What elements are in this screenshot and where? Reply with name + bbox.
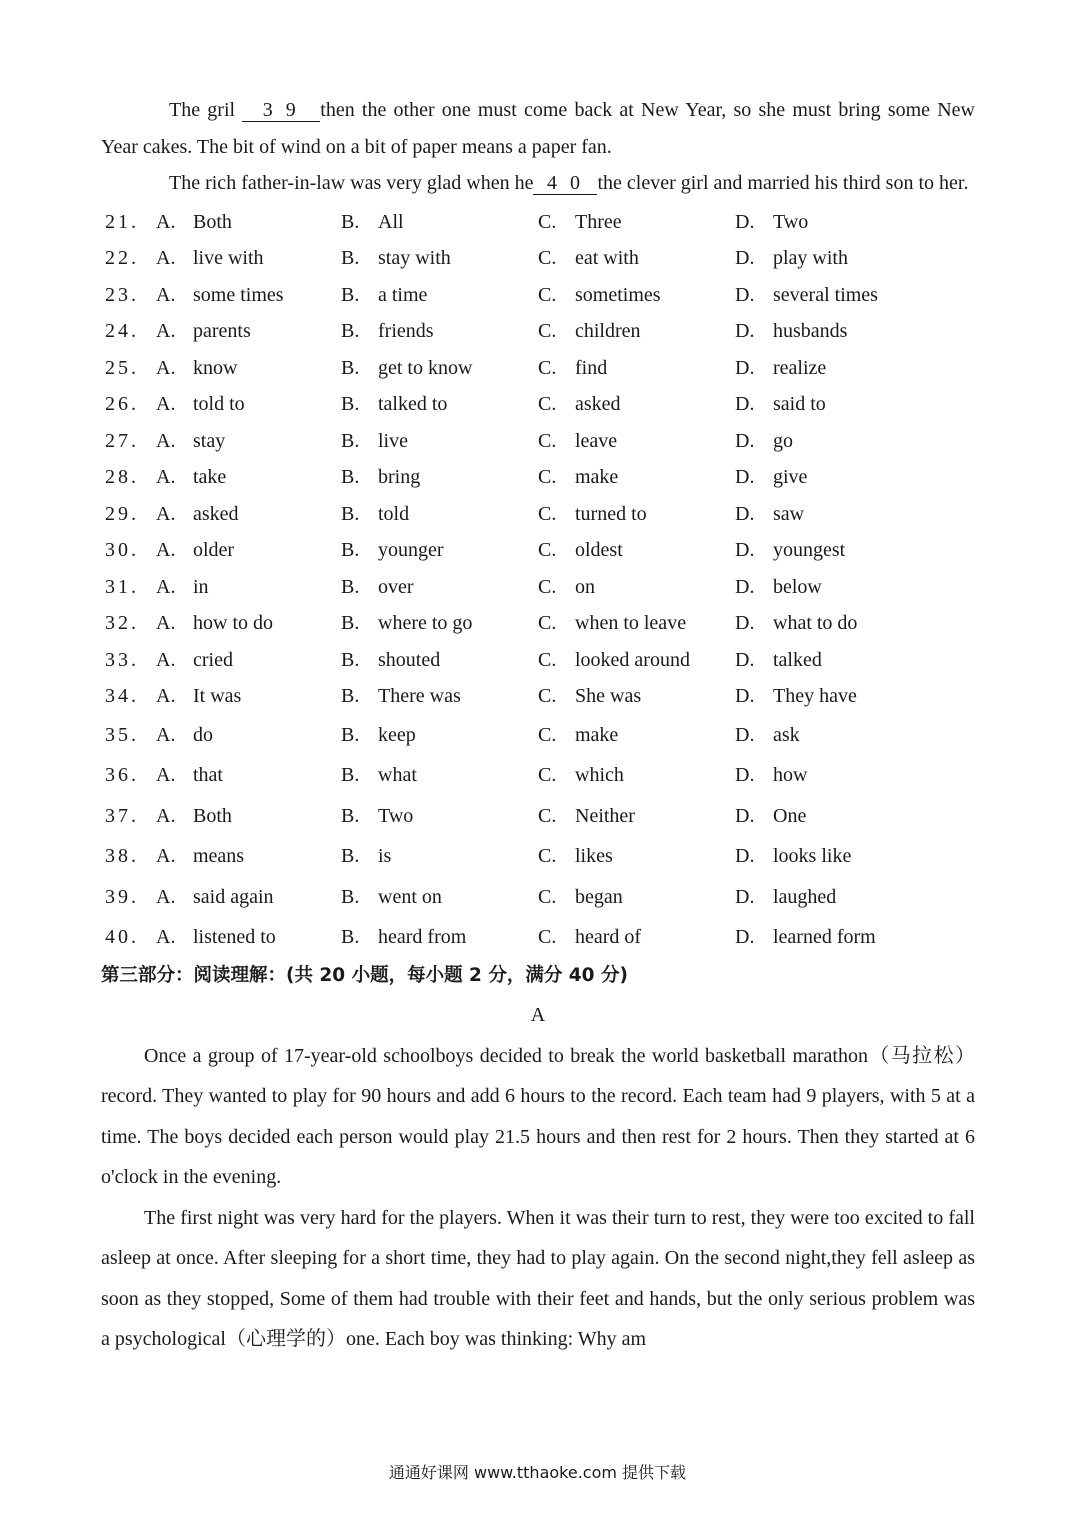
question-number: 36. (105, 764, 139, 786)
option-text-c: eat with (575, 247, 639, 269)
option-text-d: They have (773, 685, 857, 707)
option-text-c: looked around (575, 648, 690, 671)
option-text-a: means (193, 845, 245, 867)
question-row (101, 569, 975, 606)
option-text-c: which (575, 764, 624, 786)
footer-text: 通通好课网 www.tthaoke.com 提供下载 (388, 1463, 687, 1482)
option-text-d: laughed (773, 885, 837, 908)
option-text-c: asked (575, 393, 621, 415)
question-number: 39. (105, 885, 139, 908)
option-text-b: get to know (378, 356, 473, 379)
option-letter-b: B. (341, 804, 360, 827)
option-text-b: a time (378, 283, 428, 306)
option-letter-b: B. (341, 575, 360, 598)
question-row (101, 715, 975, 756)
option-text-b: is (378, 845, 392, 867)
option-text-a: stay (193, 429, 226, 452)
option-letter-d: D. (735, 764, 755, 786)
question-number: 29. (105, 502, 139, 525)
question-row (101, 204, 975, 241)
option-letter-a: A. (156, 539, 176, 561)
question-number: 24. (105, 320, 139, 342)
option-letter-a: A. (156, 283, 176, 306)
option-letter-c: C. (538, 539, 557, 561)
question-number: 35. (105, 723, 139, 746)
question-row (101, 532, 975, 569)
question-row (101, 459, 975, 496)
option-letter-d: D. (735, 612, 755, 634)
option-letter-a: A. (156, 575, 176, 598)
option-text-c: Neither (575, 804, 635, 827)
option-text-b: younger (378, 539, 444, 561)
option-text-d: said to (773, 393, 826, 415)
option-text-a: Both (193, 804, 232, 827)
option-letter-b: B. (341, 356, 360, 379)
question-row (101, 796, 975, 837)
option-letter-a: A. (156, 804, 176, 827)
option-text-c: likes (575, 845, 613, 867)
passage-paragraph-40 (101, 165, 975, 202)
option-letter-a: A. (156, 210, 176, 233)
options-list (101, 204, 975, 958)
option-letter-d: D. (735, 502, 755, 525)
option-letter-d: D. (735, 539, 755, 561)
option-text-c: turned to (575, 502, 647, 525)
option-text-a: older (193, 539, 235, 561)
question-number: 21. (105, 210, 139, 233)
option-text-d: learned form (773, 926, 876, 948)
option-text-b: what (378, 764, 417, 786)
option-letter-c: C. (538, 685, 557, 707)
option-letter-d: D. (735, 320, 755, 342)
question-row (101, 917, 975, 958)
option-letter-b: B. (341, 648, 360, 671)
option-text-d: talked (773, 648, 822, 671)
option-letter-b: B. (341, 210, 360, 233)
option-text-b: talked to (378, 393, 448, 415)
question-number: 33. (105, 648, 139, 671)
option-text-a: in (193, 575, 209, 598)
option-letter-d: D. (735, 723, 755, 746)
option-letter-d: D. (735, 685, 755, 707)
option-text-b: went on (378, 885, 442, 908)
option-letter-d: D. (735, 429, 755, 452)
option-letter-a: A. (156, 885, 176, 908)
option-text-d: give (773, 466, 808, 488)
option-text-c: leave (575, 429, 618, 452)
option-text-d: youngest (773, 539, 846, 561)
option-text-b: where to go (378, 612, 473, 634)
question-row (101, 386, 975, 423)
option-letter-a: A. (156, 247, 176, 269)
passage-text: the clever girl and married his third son to her. (597, 172, 969, 194)
option-letter-b: B. (341, 393, 360, 415)
option-letter-a: A. (156, 764, 176, 786)
question-row (101, 423, 975, 460)
option-text-a: asked (193, 502, 239, 525)
option-letter-b: B. (341, 685, 360, 707)
option-text-a: take (193, 466, 227, 488)
blank-40: 4 0 (533, 172, 597, 195)
option-letter-b: B. (341, 845, 360, 867)
option-letter-d: D. (735, 466, 755, 488)
option-text-d: Two (773, 210, 809, 233)
question-row (101, 350, 975, 387)
option-letter-a: A. (156, 502, 176, 525)
option-text-c: children (575, 320, 641, 342)
option-text-b: told (378, 502, 410, 525)
option-letter-a: A. (156, 648, 176, 671)
question-number: 40. (105, 926, 139, 948)
passage-text: The rich father-in-law was very glad when he (169, 172, 534, 194)
option-letter-d: D. (735, 648, 755, 671)
option-letter-c: C. (538, 612, 557, 634)
question-number: 38. (105, 845, 139, 867)
option-text-c: oldest (575, 539, 623, 561)
reading-paragraph-1: Once a group of 17-year-old schoolboys decided to break the world basketball marathon（马拉松）record. They wanted to play for 90 hours and add 6 hours to the record. Each team had 9 players, with 5 at a time. The boys decided each person would play 21.5 hours and then rest for 2 hours. Then they started at 6 o'clock in the evening. (101, 1044, 975, 1188)
option-text-a: how to do (193, 612, 273, 634)
option-letter-a: A. (156, 685, 176, 707)
option-text-b: Two (378, 804, 414, 827)
question-row (101, 277, 975, 314)
question-number: 30. (105, 539, 139, 561)
option-letter-b: B. (341, 539, 360, 561)
question-number: 31. (105, 575, 139, 598)
option-text-c: sometimes (575, 283, 661, 306)
question-row (101, 836, 975, 877)
option-text-d: saw (773, 502, 805, 525)
question-number: 37. (105, 804, 139, 827)
question-row (101, 678, 975, 715)
option-letter-c: C. (538, 247, 557, 269)
question-row (101, 642, 975, 679)
option-letter-c: C. (538, 845, 557, 867)
question-row (101, 877, 975, 918)
option-text-d: ask (773, 723, 800, 746)
option-letter-c: C. (538, 885, 557, 908)
option-letter-c: C. (538, 356, 557, 379)
option-text-c: find (575, 356, 608, 379)
option-letter-d: D. (735, 885, 755, 908)
option-letter-b: B. (341, 466, 360, 488)
option-letter-a: A. (156, 429, 176, 452)
option-text-b: heard from (378, 926, 467, 948)
reading-paragraph-2: The first night was very hard for the players. When it was their turn to rest, they were too excited to fall asleep at once. After sleeping for a short time, they had to play again. On the second night,they fell asleep as soon as they stopped, Some of them had trouble with their feet and hands, but the only serious problem was a psychological（心理学的）one. Each boy was thinking: Why am (101, 1206, 975, 1350)
option-letter-a: A. (156, 356, 176, 379)
option-letter-a: A. (156, 845, 176, 867)
option-letter-d: D. (735, 845, 755, 867)
option-text-d: looks like (773, 845, 852, 867)
question-row (101, 240, 975, 277)
option-text-a: some times (193, 283, 284, 306)
option-text-b: over (378, 575, 414, 598)
option-letter-d: D. (735, 393, 755, 415)
option-text-d: what to do (773, 612, 858, 634)
option-letter-c: C. (538, 320, 557, 342)
option-text-c: make (575, 723, 619, 746)
option-letter-c: C. (538, 926, 557, 948)
question-number: 26. (105, 393, 139, 415)
option-letter-b: B. (341, 723, 360, 746)
option-text-a: know (193, 356, 238, 379)
option-text-b: live (378, 429, 408, 452)
option-letter-b: B. (341, 247, 360, 269)
option-text-d: play with (773, 247, 848, 269)
question-number: 28. (105, 466, 139, 488)
option-letter-c: C. (538, 575, 557, 598)
option-letter-c: C. (538, 804, 557, 827)
option-letter-a: A. (156, 926, 176, 948)
question-number: 27. (105, 429, 139, 452)
option-text-a: said again (193, 885, 274, 908)
passage-label: A (530, 1003, 546, 1026)
option-letter-b: B. (341, 502, 360, 525)
section-heading: 第三部分：阅读理解：(共 20 小题，每小题 2 分，满分 40 分) (101, 964, 628, 986)
option-letter-d: D. (735, 283, 755, 306)
question-number: 25. (105, 356, 139, 379)
option-text-c: Three (575, 210, 622, 233)
option-letter-d: D. (735, 247, 755, 269)
passage-text: The gril (169, 99, 243, 121)
option-text-d: realize (773, 356, 827, 379)
option-text-c: heard of (575, 926, 642, 948)
option-text-b: stay with (378, 247, 451, 269)
question-row (101, 496, 975, 533)
option-letter-a: A. (156, 466, 176, 488)
option-text-d: husbands (773, 320, 848, 342)
option-text-a: do (193, 723, 213, 746)
option-letter-b: B. (341, 764, 360, 786)
passage-text: then the other one must come back at New Year, so she must bring some New Year cakes. The bit of wind on a bit of paper means a paper fan. (101, 99, 975, 158)
option-letter-c: C. (538, 393, 557, 415)
option-letter-c: C. (538, 502, 557, 525)
option-text-c: when to leave (575, 612, 687, 634)
option-letter-a: A. (156, 612, 176, 634)
question-number: 23. (105, 283, 139, 306)
option-letter-c: C. (538, 723, 557, 746)
option-letter-b: B. (341, 926, 360, 948)
document-page (101, 92, 975, 1360)
question-number: 22. (105, 247, 139, 269)
option-text-d: how (773, 764, 808, 786)
option-text-a: cried (193, 648, 233, 671)
option-text-a: It was (193, 685, 242, 707)
question-row (101, 605, 975, 642)
option-letter-c: C. (538, 764, 557, 786)
option-text-b: All (378, 210, 404, 233)
option-text-b: friends (378, 320, 434, 342)
option-text-d: below (773, 575, 822, 598)
option-text-a: that (193, 764, 223, 786)
option-text-a: listened to (193, 926, 276, 948)
option-text-c: make (575, 466, 619, 488)
option-text-a: told to (193, 393, 245, 415)
option-text-b: keep (378, 723, 416, 746)
option-text-b: There was (378, 685, 461, 707)
option-text-d: go (773, 429, 793, 452)
question-number: 34. (105, 685, 139, 707)
option-text-b: shouted (378, 648, 441, 671)
option-text-c: on (575, 575, 595, 598)
option-letter-b: B. (341, 429, 360, 452)
question-number: 32. (105, 612, 139, 634)
option-letter-d: D. (735, 926, 755, 948)
option-letter-c: C. (538, 210, 557, 233)
option-text-b: bring (378, 466, 421, 488)
option-text-a: parents (193, 320, 251, 342)
question-row (101, 755, 975, 796)
option-letter-c: C. (538, 648, 557, 671)
option-letter-d: D. (735, 804, 755, 827)
option-letter-b: B. (341, 885, 360, 908)
option-text-c: began (575, 885, 623, 908)
option-text-a: live with (193, 247, 264, 269)
option-letter-d: D. (735, 575, 755, 598)
option-letter-a: A. (156, 393, 176, 415)
option-letter-d: D. (735, 210, 755, 233)
option-text-c: She was (575, 685, 642, 707)
option-letter-b: B. (341, 320, 360, 342)
option-letter-c: C. (538, 283, 557, 306)
option-letter-b: B. (341, 612, 360, 634)
option-letter-a: A. (156, 723, 176, 746)
option-text-d: several times (773, 283, 878, 306)
option-letter-c: C. (538, 429, 557, 452)
passage-paragraph-39 (101, 92, 975, 165)
option-letter-a: A. (156, 320, 176, 342)
option-text-a: Both (193, 210, 232, 233)
option-letter-c: C. (538, 466, 557, 488)
blank-39: 3 9 (242, 99, 320, 122)
question-row (101, 313, 975, 350)
option-letter-d: D. (735, 356, 755, 379)
option-letter-b: B. (341, 283, 360, 306)
option-text-d: One (773, 804, 807, 827)
